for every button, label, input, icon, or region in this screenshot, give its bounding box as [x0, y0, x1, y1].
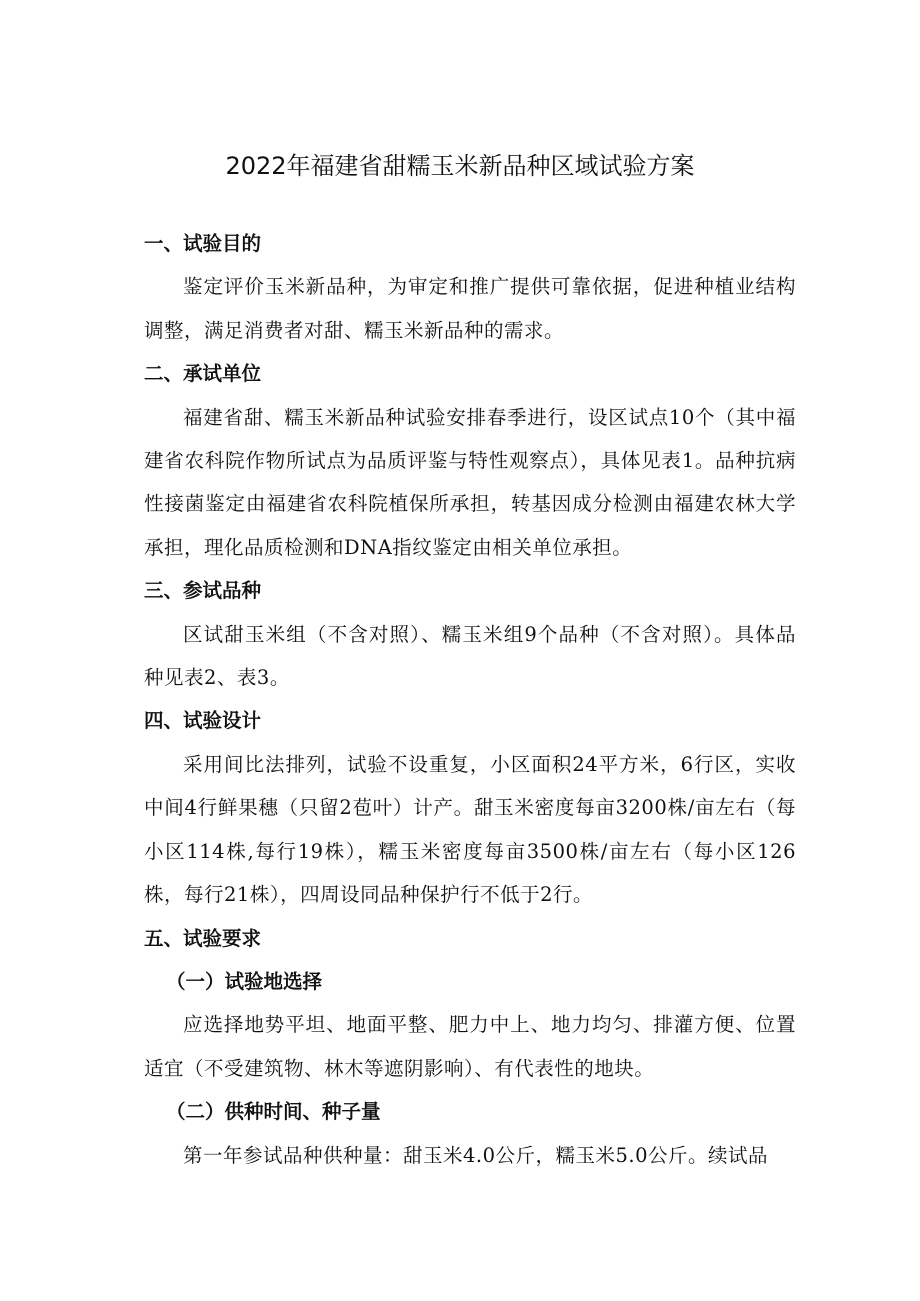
section-paragraph-units: 福建省甜、糯玉米新品种试验安排春季进行，设区试点10个（其中福建省农科院作物所试点为品质评鉴与特性观察点），具体见表1。品种抗病性接菌鉴定由福建省农科院植保所承担，转基因成分检测由福建农林大学承担，理化品质检测和DNA指纹鉴定由相关单位承担。 — [144, 405, 796, 559]
subsection-paragraph-site: 应选择地势平坦、地面平整、肥力中上、地力均匀、排灌方便、位置适宜（不受建筑物、林木等遮阴影响）、有代表性的地块。 — [144, 1013, 796, 1080]
section-heading-varieties: 三、参试品种 — [144, 579, 262, 603]
section-heading-design: 四、试验设计 — [144, 709, 262, 733]
subsection-heading-seed-supply: （二）供种时间、种子量 — [166, 1100, 381, 1124]
section-paragraph-design: 采用间比法排列，试验不设重复，小区面积24平方米，6行区，实收中间4行鲜果穗（只留2苞叶）计产。甜玉米密度每亩3200株/亩左右（每小区114株,每行19株），糯玉米密度每亩3500株/亩左右（每小区126株，每行21株），四周设同品种保护行不低于2行。 — [144, 752, 796, 907]
subsection-paragraph-seed-supply: 第一年参试品种供种量：甜玉米4.0公斤，糯玉米5.0公斤。续试品 — [183, 1143, 769, 1167]
document-body — [144, 222, 796, 1177]
section-heading-units: 二、承试单位 — [144, 362, 262, 386]
section-paragraph-purpose: 鉴定评价玉米新品种，为审定和推广提供可靠依据，促进种植业结构调整，满足消费者对甜、糯玉米新品种的需求。 — [144, 275, 796, 342]
section-paragraph-varieties: 区试甜玉米组（不含对照）、糯玉米组9个品种（不含对照）。具体品种见表2、表3。 — [144, 622, 796, 690]
section-heading-purpose: 一、试验目的 — [144, 232, 262, 255]
section-heading-requirements: 五、试验要求 — [144, 926, 262, 950]
document-title: 2022年福建省甜糯玉米新品种区域试验方案 — [225, 152, 695, 180]
subsection-heading-site: （一）试验地选择 — [166, 969, 323, 993]
